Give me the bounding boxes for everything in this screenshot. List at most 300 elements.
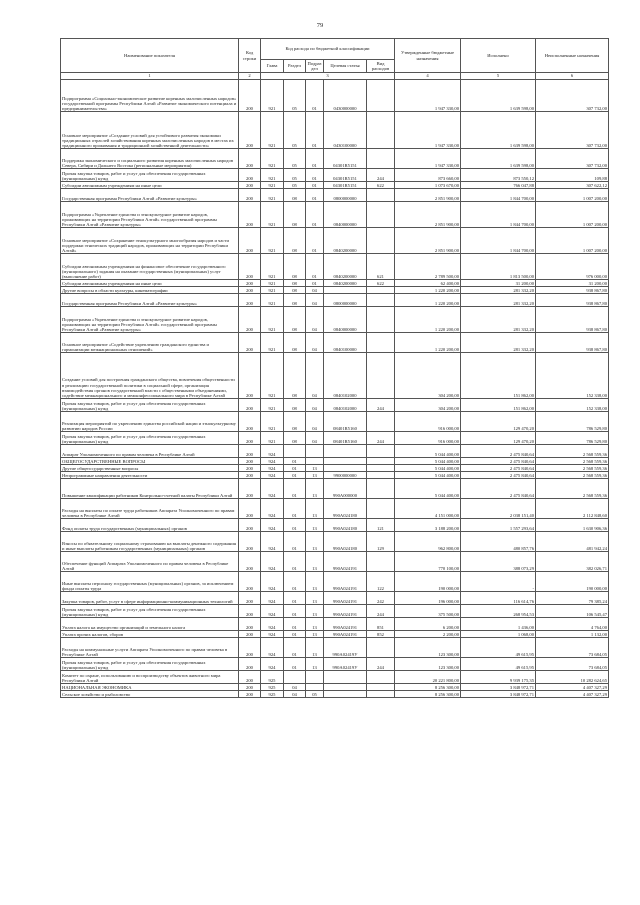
row-target-article: 0840200000	[324, 280, 367, 287]
row-name: Комитет по охране, использованию и воспроизводству объектов животного мира Республики Алтай	[61, 671, 239, 684]
row-target-article: 08401R5160	[324, 432, 367, 445]
row-razdel: 08	[284, 412, 306, 432]
row-expense-type	[367, 333, 395, 353]
row-razdel: 01	[284, 499, 306, 519]
row-code: 200	[239, 618, 261, 631]
row-code: 200	[239, 149, 261, 169]
row-target-article: 0840200000	[324, 254, 367, 280]
row-code: 200	[239, 333, 261, 353]
row-approved-amount: 123 300,00	[395, 638, 461, 658]
row-executed-amount: 31 200,00	[461, 280, 536, 287]
row-podrazdel: 13	[306, 658, 324, 671]
row-name: Расходы на выплаты по оплате труда работников Аппарата Уполномоченного по правам человека в Республике Алтай	[61, 499, 239, 519]
row-glava: 921	[261, 169, 284, 182]
row-target-article: 08401R5160	[324, 412, 367, 432]
header-name: Наименование показателя	[61, 39, 239, 73]
row-expense-type: 851	[367, 618, 395, 631]
row-unexecuted-amount: 938 867,80	[536, 307, 609, 333]
row-unexecuted-amount: 1 007 200,00	[536, 189, 609, 202]
row-name: Взносы по обязательному социальному страхованию на выплаты денежного содержания и иные выплаты работникам государственных (муниципальных) органов	[61, 532, 239, 552]
row-unexecuted-amount: 2 568 559,36	[536, 479, 609, 499]
header-target: Целевая статья	[324, 60, 367, 73]
row-podrazdel: 13	[306, 592, 324, 605]
row-razdel: 05	[284, 80, 306, 112]
table-row	[61, 572, 609, 592]
row-target-article: 04301R5151	[324, 169, 367, 182]
row-target-article: 990A000000	[324, 479, 367, 499]
row-glava: 924	[261, 592, 284, 605]
row-executed-amount: 1 639 598,00	[461, 149, 536, 169]
row-target-article: 0840102000	[324, 399, 367, 412]
row-approved-amount: 962 800,00	[395, 532, 461, 552]
row-executed-amount: 1 844 700,00	[461, 228, 536, 254]
row-target-article: 9900000000	[324, 472, 367, 479]
row-code: 200	[239, 80, 261, 112]
row-approved-amount: 196 000,00	[395, 592, 461, 605]
row-name: Подпрограмма «Укрепление единства и этнокультурное развитие народов, проживающих на территории Республики Алтай» государственной программы Республики Алтай «Развитие культуры»	[61, 202, 239, 228]
row-podrazdel: 13	[306, 605, 324, 618]
row-glava: 924	[261, 532, 284, 552]
row-podrazdel: 01	[306, 169, 324, 182]
row-expense-type: 122	[367, 572, 395, 592]
row-glava: 924	[261, 631, 284, 638]
row-glava: 924	[261, 658, 284, 671]
row-unexecuted-amount: 31 200,00	[536, 280, 609, 287]
page-number: 79	[316, 22, 324, 29]
row-code: 200	[239, 254, 261, 280]
row-approved-amount: 1 073 670,00	[395, 182, 461, 189]
row-executed-amount: 2 475 840,64	[461, 472, 536, 479]
row-expense-type: 242	[367, 592, 395, 605]
row-code: 200	[239, 671, 261, 684]
row-expense-type: 622	[367, 280, 395, 287]
row-razdel: 08	[284, 399, 306, 412]
row-name: Прочая закупка товаров, работ и услуг для обеспечения государственных (муниципальных) нужд	[61, 169, 239, 182]
table-row	[61, 465, 609, 472]
column-index: 5	[461, 73, 536, 80]
row-razdel: 08	[284, 287, 306, 294]
row-podrazdel: 05	[306, 691, 324, 698]
row-executed-amount: 151 862,00	[461, 353, 536, 399]
row-approved-amount: 20 221 800,00	[395, 671, 461, 684]
table-row	[61, 658, 609, 671]
row-podrazdel: 01	[306, 189, 324, 202]
table-row	[61, 458, 609, 465]
row-razdel: 01	[284, 479, 306, 499]
row-unexecuted-amount: 786 529,80	[536, 432, 609, 445]
row-executed-amount: 49 615,95	[461, 638, 536, 658]
row-expense-type	[367, 149, 395, 169]
row-unexecuted-amount: 152 338,00	[536, 353, 609, 399]
row-glava: 924	[261, 472, 284, 479]
row-razdel: 05	[284, 112, 306, 149]
table-row	[61, 333, 609, 353]
row-name: Закупка товаров, работ, услуг в сфере информационно-коммуникационных технологий	[61, 592, 239, 605]
table-row	[61, 592, 609, 605]
row-executed-amount: 388 073,29	[461, 552, 536, 572]
row-expense-type	[367, 112, 395, 149]
header-razdel: Раздел	[284, 60, 306, 73]
row-unexecuted-amount: 10 282 624,65	[536, 671, 609, 684]
row-razdel: 08	[284, 294, 306, 307]
row-expense-type: 244	[367, 399, 395, 412]
row-razdel: 01	[284, 638, 306, 658]
row-name: Прочая закупка товаров, работ и услуг для обеспечения государственных (муниципальных) нужд	[61, 658, 239, 671]
header-approved: Утвержденные бюджетные назначения	[395, 39, 461, 73]
row-executed-amount: 3 848 972,71	[461, 684, 536, 691]
table-row	[61, 189, 609, 202]
row-executed-amount: 2 475 840,64	[461, 445, 536, 458]
row-executed-amount: 2 475 840,64	[461, 465, 536, 472]
row-approved-amount: 1 947 330,00	[395, 149, 461, 169]
row-executed-amount: 151 862,00	[461, 399, 536, 412]
row-name: Основное мероприятие «Содействие укреплению гражданского единства и гармонизации межнациональных отношений»	[61, 333, 239, 353]
row-approved-amount: 8 256 300,00	[395, 691, 461, 698]
row-unexecuted-amount: 73 684,05	[536, 658, 609, 671]
row-target-article: 990A024191	[324, 572, 367, 592]
row-approved-amount: 375 500,00	[395, 605, 461, 618]
row-razdel: 01	[284, 465, 306, 472]
row-razdel: 08	[284, 307, 306, 333]
row-name: Основное мероприятие «Сохранение этнокультурного многообразия народов и части поддержки этнических традиций народов, проживающих на территории Республики Алтай»	[61, 228, 239, 254]
row-unexecuted-amount: 109,88	[536, 169, 609, 182]
table-row	[61, 169, 609, 182]
row-razdel: 01	[284, 458, 306, 465]
row-code: 200	[239, 112, 261, 149]
row-target-article	[324, 465, 367, 472]
row-executed-amount: 1 844 700,00	[461, 189, 536, 202]
row-razdel: 01	[284, 658, 306, 671]
row-expense-type: 244	[367, 605, 395, 618]
row-code: 200	[239, 307, 261, 333]
row-expense-type	[367, 307, 395, 333]
row-unexecuted-amount: 382 026,71	[536, 552, 609, 572]
row-unexecuted-amount: 2 568 559,36	[536, 472, 609, 479]
row-expense-type	[367, 80, 395, 112]
row-podrazdel: 04	[306, 432, 324, 445]
row-name: Уплата прочих налогов, сборов	[61, 631, 239, 638]
row-razdel: 01	[284, 605, 306, 618]
row-unexecuted-amount: 4 407 327,29	[536, 684, 609, 691]
row-name: Аппарат Уполномоченного по правам человека в Республике Алтай	[61, 445, 239, 458]
row-expense-type	[367, 294, 395, 307]
row-name: Подпрограмма «Укрепление единства и этнокультурное развитие народов, проживающих на территории Республики Алтай» государственной программы Республики Алтай «Развитие культуры»	[61, 307, 239, 333]
row-code: 200	[239, 445, 261, 458]
row-name: Фонд оплаты труда государственных (муниципальных) органов	[61, 519, 239, 532]
row-name: Непрограммные направления деятельности	[61, 472, 239, 479]
row-approved-amount: 4 151 000,00	[395, 499, 461, 519]
row-approved-amount: 304 200,00	[395, 353, 461, 399]
header-executed: Исполнено	[461, 39, 536, 73]
table-row	[61, 80, 609, 112]
row-glava: 921	[261, 112, 284, 149]
row-code: 200	[239, 169, 261, 182]
table-row	[61, 519, 609, 532]
row-name: Субсидии автономным учреждениям на иные цели	[61, 182, 239, 189]
row-approved-amount: 5 044 400,00	[395, 472, 461, 479]
row-name: Другие общегосударственные вопросы	[61, 465, 239, 472]
row-glava: 924	[261, 465, 284, 472]
row-expense-type	[367, 671, 395, 684]
header-podrazdel: Подраз дел	[306, 60, 324, 73]
row-podrazdel: 04	[306, 294, 324, 307]
table-row	[61, 307, 609, 333]
table-row	[61, 618, 609, 631]
row-target-article: 0840102000	[324, 353, 367, 399]
row-code: 200	[239, 684, 261, 691]
row-target-article: 990A024180	[324, 532, 367, 552]
row-unexecuted-amount: 786 529,80	[536, 412, 609, 432]
row-executed-amount: 1 844 700,00	[461, 202, 536, 228]
table-row	[61, 605, 609, 618]
row-code: 200	[239, 658, 261, 671]
row-expense-type	[367, 638, 395, 658]
row-code: 200	[239, 228, 261, 254]
row-razdel	[284, 445, 306, 458]
row-executed-amount: 281 332,20	[461, 307, 536, 333]
row-target-article: 0800000000	[324, 189, 367, 202]
row-razdel: 01	[284, 519, 306, 532]
row-code: 200	[239, 572, 261, 592]
row-unexecuted-amount: 481 942,24	[536, 532, 609, 552]
row-code: 200	[239, 294, 261, 307]
row-podrazdel: 01	[306, 254, 324, 280]
table-row	[61, 228, 609, 254]
row-podrazdel	[306, 671, 324, 684]
row-executed-amount: 2 475 840,64	[461, 458, 536, 465]
row-podrazdel: 13	[306, 532, 324, 552]
column-index: 3	[261, 73, 395, 80]
row-code: 200	[239, 479, 261, 499]
row-target-article: 0800000000	[324, 294, 367, 307]
row-razdel: 01	[284, 572, 306, 592]
row-glava: 921	[261, 149, 284, 169]
row-name: ОБЩЕГОСУДАРСТВЕННЫЕ ВОПРОСЫ	[61, 458, 239, 465]
row-name: Государственная программа Республики Алтай «Развитие культуры»	[61, 294, 239, 307]
row-target-article: 0430100000	[324, 112, 367, 149]
row-razdel: 04	[284, 691, 306, 698]
row-approved-amount: 2 851 900,00	[395, 228, 461, 254]
table-row	[61, 532, 609, 552]
row-executed-amount: 9 939 175,35	[461, 671, 536, 684]
row-podrazdel: 13	[306, 472, 324, 479]
row-executed-amount: 281 332,20	[461, 294, 536, 307]
row-executed-amount: 1 639 598,00	[461, 112, 536, 149]
row-podrazdel: 01	[306, 280, 324, 287]
row-unexecuted-amount: 152 338,00	[536, 399, 609, 412]
table-row	[61, 112, 609, 149]
row-target-article: 990A024191	[324, 592, 367, 605]
row-code: 200	[239, 638, 261, 658]
row-code: 200	[239, 605, 261, 618]
header-glava: Глава	[261, 60, 284, 73]
row-approved-amount: 2 851 900,00	[395, 202, 461, 228]
row-executed-amount: 873 550,12	[461, 169, 536, 182]
row-approved-amount: 5 044 400,00	[395, 458, 461, 465]
row-executed-amount: 49 615,95	[461, 658, 536, 671]
row-glava: 921	[261, 280, 284, 287]
row-target-article: 0840200000	[324, 228, 367, 254]
row-executed-amount: -	[461, 572, 536, 592]
table-row	[61, 353, 609, 399]
row-glava: 925	[261, 671, 284, 684]
row-unexecuted-amount: 2 112 848,60	[536, 499, 609, 519]
budget-table	[60, 38, 609, 698]
row-glava: 921	[261, 80, 284, 112]
row-podrazdel: 04	[306, 333, 324, 353]
row-glava: 924	[261, 458, 284, 465]
row-razdel: 08	[284, 228, 306, 254]
row-unexecuted-amount: 4 764,00	[536, 618, 609, 631]
header-budget-class: Код расхода по бюджетной классификации	[261, 39, 395, 60]
row-unexecuted-amount: 1 630 906,36	[536, 519, 609, 532]
row-code: 200	[239, 189, 261, 202]
row-unexecuted-amount: 1 132,00	[536, 631, 609, 638]
row-expense-type: 244	[367, 658, 395, 671]
row-name: Реализация мероприятий по укреплению единства российской нации и этнокультурному развитию народов России	[61, 412, 239, 432]
row-code: 200	[239, 432, 261, 445]
row-target-article	[324, 287, 367, 294]
row-expense-type: 129	[367, 532, 395, 552]
row-unexecuted-amount: 307 732,00	[536, 112, 609, 149]
row-expense-type	[367, 479, 395, 499]
row-code: 200	[239, 182, 261, 189]
row-podrazdel: 13	[306, 618, 324, 631]
row-name: Поддержка экономического и социального развития коренных малочисленных народов Севера, Сибири и Дальнего Востока (региональные мероприятия)	[61, 149, 239, 169]
row-glava: 924	[261, 572, 284, 592]
row-podrazdel: 04	[306, 307, 324, 333]
row-name: Другие вопросы в области культуры, кинематографии	[61, 287, 239, 294]
row-executed-amount: 129 470,20	[461, 432, 536, 445]
row-unexecuted-amount: 2 568 559,36	[536, 458, 609, 465]
row-name: Основное мероприятие «Создание условий для устойчивого развития экономики традиционных отраслей хозяйствования коренных малочисленных народов в местах их традиционного проживания и традиционной хозяйственной деятельности»	[61, 112, 239, 149]
table-row	[61, 202, 609, 228]
row-executed-amount: 281 332,20	[461, 333, 536, 353]
row-expense-type	[367, 458, 395, 465]
row-glava: 924	[261, 499, 284, 519]
row-code: 200	[239, 458, 261, 465]
row-expense-type	[367, 552, 395, 572]
row-razdel: 01	[284, 472, 306, 479]
row-podrazdel: 04	[306, 353, 324, 399]
row-target-article: 04301R5151	[324, 182, 367, 189]
row-razdel: 01	[284, 592, 306, 605]
row-target-article: 990A02419У	[324, 638, 367, 658]
row-name: Сельское хозяйство и рыболовство	[61, 691, 239, 698]
row-glava: 924	[261, 552, 284, 572]
table-row	[61, 254, 609, 280]
table-row	[61, 399, 609, 412]
row-name: Субсидии автономным учреждениям на иные цели	[61, 280, 239, 287]
row-unexecuted-amount: 938 867,80	[536, 287, 609, 294]
row-razdel: 01	[284, 532, 306, 552]
row-unexecuted-amount: 1 007 200,00	[536, 228, 609, 254]
row-unexecuted-amount: 307 622,12	[536, 182, 609, 189]
row-unexecuted-amount: 307 732,00	[536, 80, 609, 112]
row-podrazdel: 13	[306, 631, 324, 638]
header-unexecuted: Неисполненные назначения	[536, 39, 609, 73]
row-glava: 921	[261, 254, 284, 280]
row-approved-amount: 2 200,00	[395, 631, 461, 638]
table-row	[61, 684, 609, 691]
row-podrazdel: 04	[306, 412, 324, 432]
row-executed-amount: 268 954,53	[461, 605, 536, 618]
row-approved-amount: 5 044 400,00	[395, 465, 461, 472]
row-glava: 921	[261, 287, 284, 294]
row-unexecuted-amount: 2 568 559,36	[536, 445, 609, 458]
row-glava: 921	[261, 202, 284, 228]
table-header	[61, 39, 609, 80]
row-razdel: 01	[284, 618, 306, 631]
row-razdel: 08	[284, 353, 306, 399]
column-index: 6	[536, 73, 609, 80]
row-glava: 924	[261, 618, 284, 631]
table-row	[61, 280, 609, 287]
row-glava: 924	[261, 605, 284, 618]
row-target-article: 990A02419У	[324, 658, 367, 671]
row-executed-amount: 281 332,20	[461, 287, 536, 294]
row-target-article	[324, 445, 367, 458]
row-code: 200	[239, 499, 261, 519]
row-target-article: 990A024191	[324, 552, 367, 572]
row-unexecuted-amount: 1 007 200,00	[536, 202, 609, 228]
row-target-article	[324, 684, 367, 691]
row-glava: 924	[261, 638, 284, 658]
row-glava: 921	[261, 432, 284, 445]
row-unexecuted-amount: 976 000,00	[536, 254, 609, 280]
table-row	[61, 631, 609, 638]
row-code: 200	[239, 592, 261, 605]
row-code: 200	[239, 412, 261, 432]
row-name: НАЦИОНАЛЬНАЯ ЭКОНОМИКА	[61, 684, 239, 691]
row-code: 200	[239, 631, 261, 638]
row-glava: 921	[261, 353, 284, 399]
row-glava: 924	[261, 519, 284, 532]
row-expense-type	[367, 353, 395, 399]
row-approved-amount: 5 044 400,00	[395, 445, 461, 458]
row-podrazdel	[306, 445, 324, 458]
row-glava: 921	[261, 294, 284, 307]
row-razdel	[284, 671, 306, 684]
table-row	[61, 638, 609, 658]
row-glava: 921	[261, 189, 284, 202]
row-name: Подпрограмма «Социально-экономическое развитие коренных малочисленных народов» государственной программы Республики Алтай «Развитие экономического потенциала и предпринимательства»	[61, 80, 239, 112]
row-podrazdel: 01	[306, 202, 324, 228]
row-expense-type	[367, 684, 395, 691]
row-name: Государственная программа Республики Алтай «Развитие культуры»	[61, 189, 239, 202]
table-row	[61, 149, 609, 169]
row-podrazdel: 13	[306, 479, 324, 499]
table-row	[61, 552, 609, 572]
header-vid: Вид расходов	[367, 60, 395, 73]
row-expense-type	[367, 472, 395, 479]
header-code: Код строки	[239, 39, 261, 73]
row-podrazdel: 13	[306, 572, 324, 592]
row-glava: 924	[261, 445, 284, 458]
row-name: Повышение квалификации работников Контрольно-счетной палаты Республики Алтай	[61, 479, 239, 499]
row-approved-amount: 1 947 330,00	[395, 80, 461, 112]
row-glava: 925	[261, 691, 284, 698]
row-podrazdel: 04	[306, 399, 324, 412]
row-approved-amount: 2 851 900,00	[395, 189, 461, 202]
row-razdel: 08	[284, 202, 306, 228]
table-row	[61, 412, 609, 432]
row-unexecuted-amount: 106 545,47	[536, 605, 609, 618]
row-razdel: 04	[284, 684, 306, 691]
row-glava: 921	[261, 307, 284, 333]
row-razdel: 01	[284, 552, 306, 572]
row-executed-amount: 2 475 840,64	[461, 479, 536, 499]
